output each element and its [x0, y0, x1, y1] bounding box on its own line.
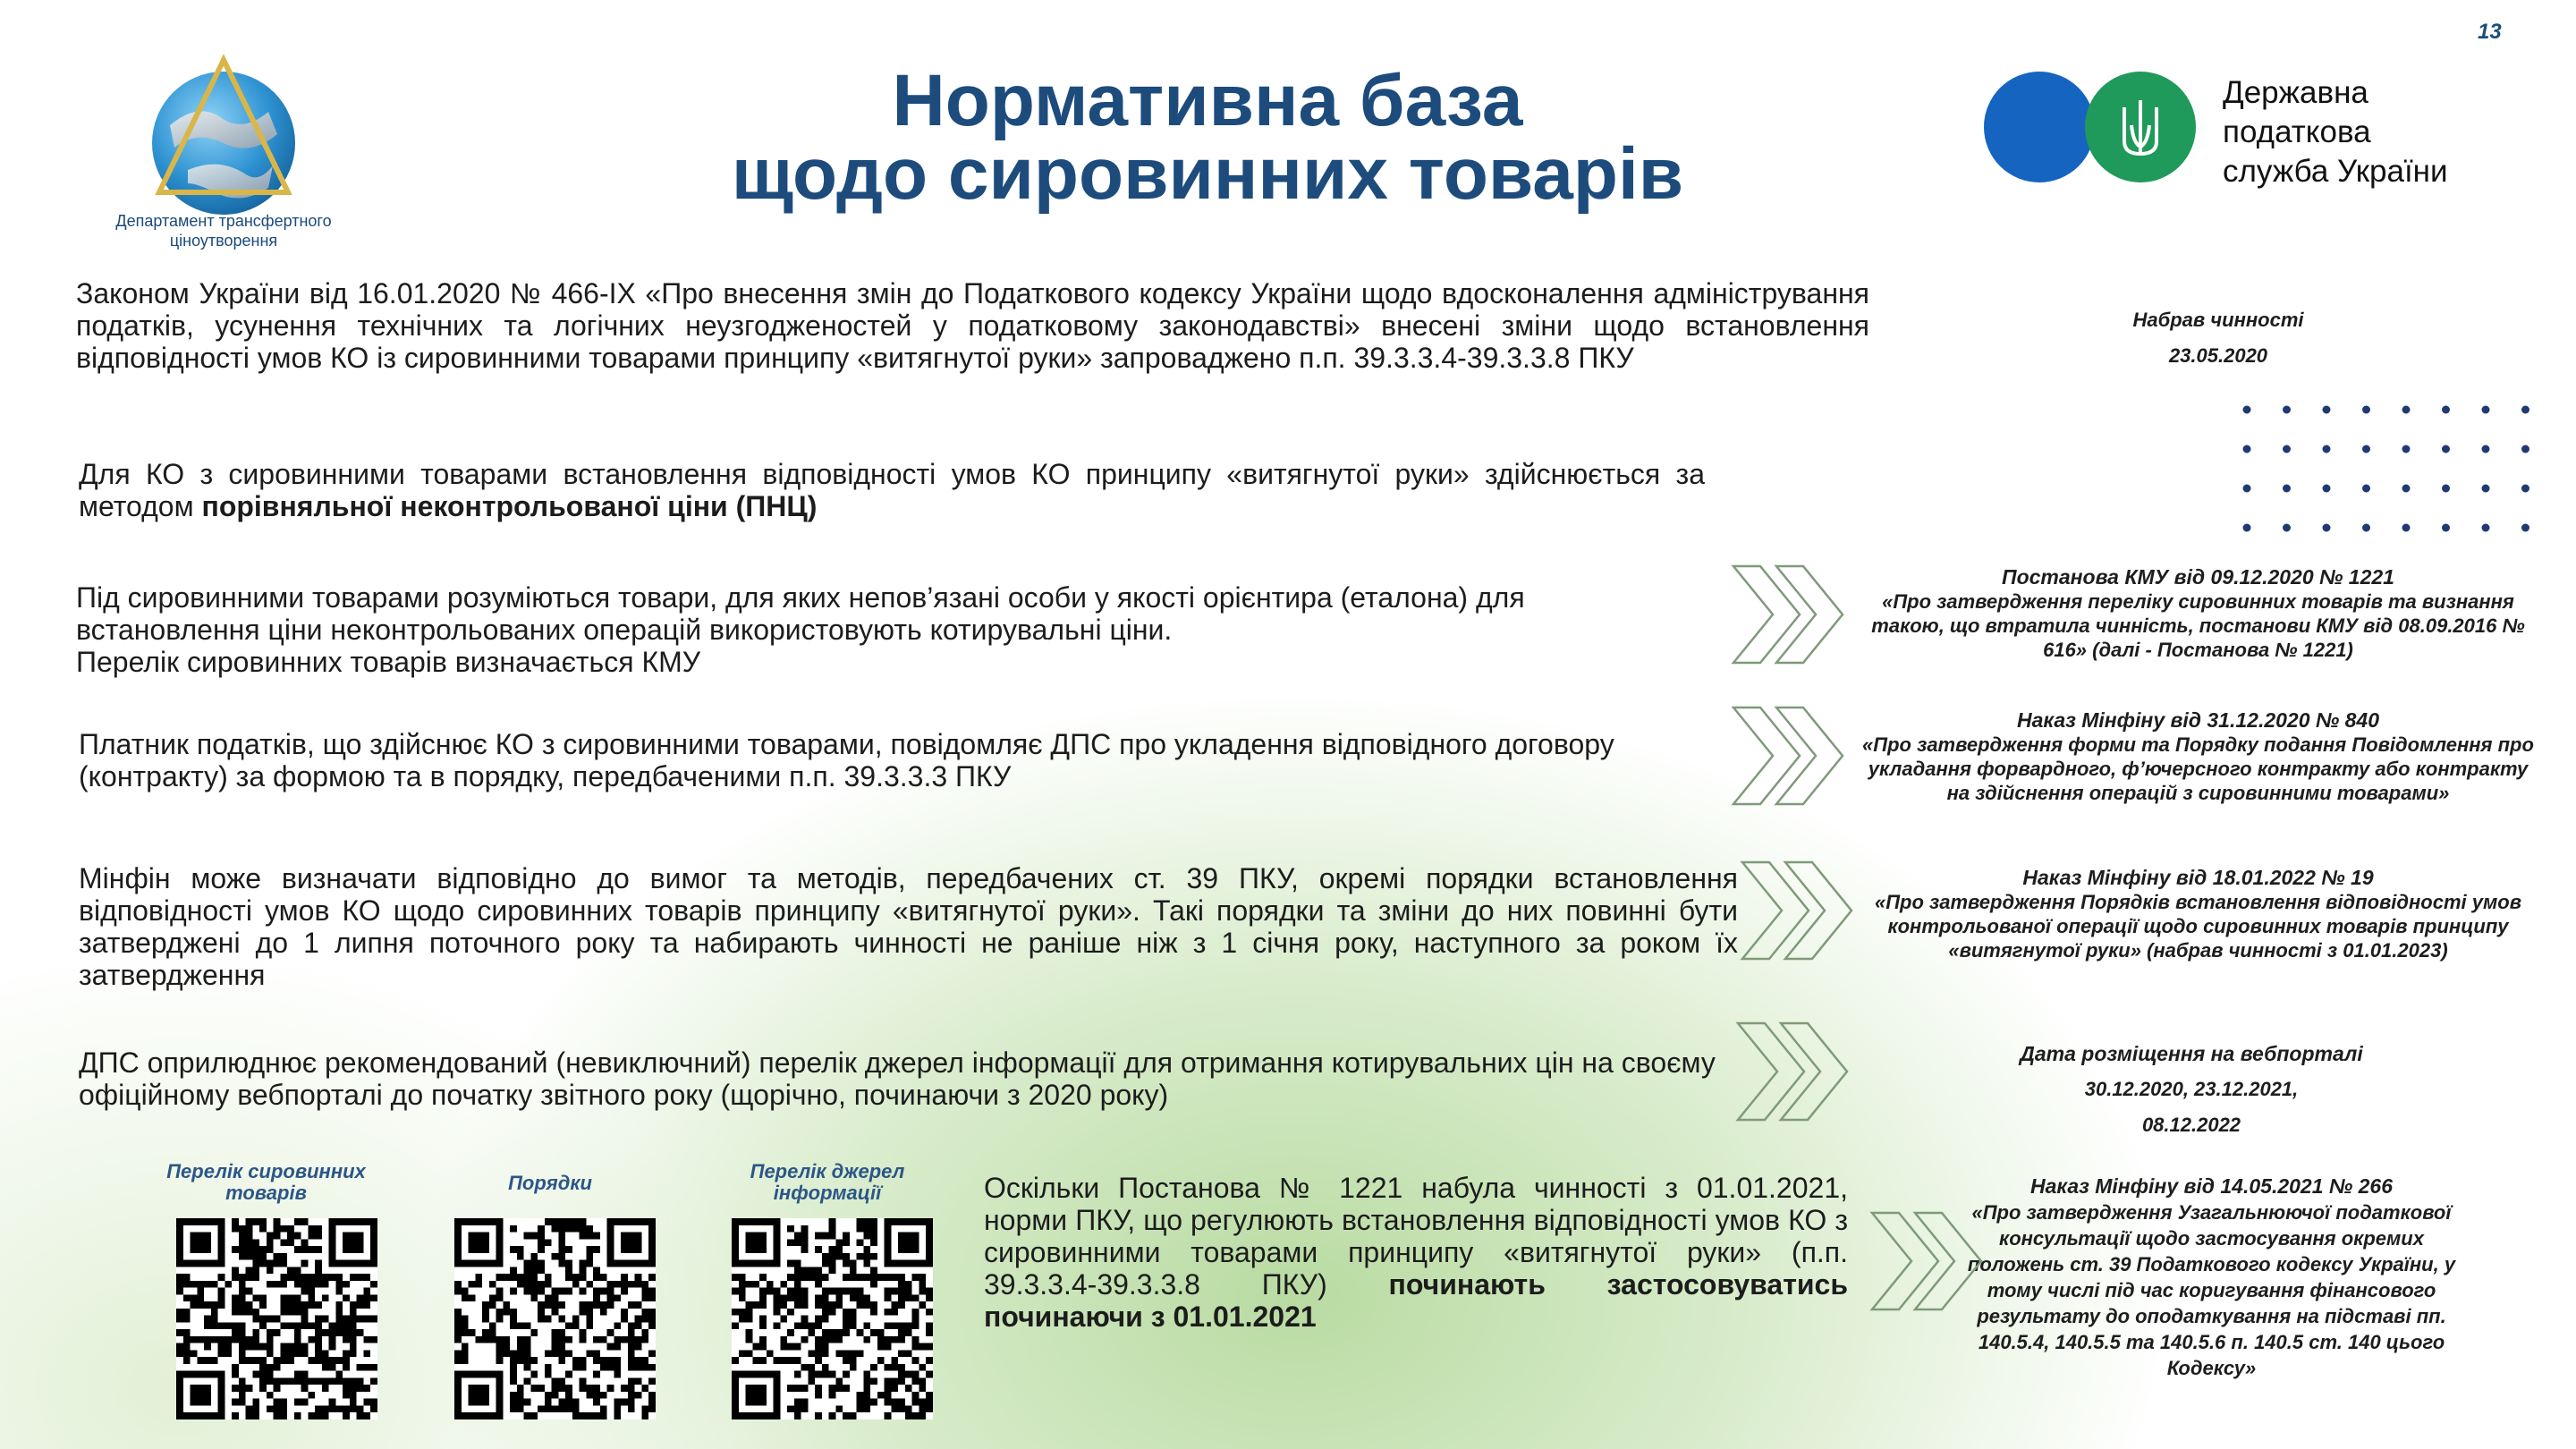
department-caption-line1: Департамент трансфертного	[115, 212, 332, 230]
department-caption-line2: ціноутворення	[169, 232, 278, 250]
qr-label-sources: Перелік джерел інформації	[750, 1160, 905, 1204]
tax-service-line1: Державна	[2223, 75, 2368, 110]
portal-dates-1: 30.12.2020, 23.12.2021,	[2084, 1078, 2299, 1100]
order-840-title: Наказ Мінфіну від 31.12.2020 № 840	[2016, 708, 2380, 732]
raw-goods-text1: Під сировинними товарами розуміються товари, для яких непов’язані особи у якості орієнтира (еталона) для встановлення ціни неконтрольованих операцій використовують котирувальні ціни.	[76, 581, 1525, 646]
tax-service-line2: податкова	[2223, 114, 2371, 149]
double-chevron-icon	[1865, 1208, 1990, 1315]
effective-label: Набрав чинності	[2132, 309, 2304, 331]
since-paragraph	[984, 1172, 1848, 1333]
qr-code-goods[interactable]	[176, 1218, 377, 1419]
department-caption	[85, 211, 362, 250]
dot-grid-decoration	[2236, 402, 2558, 546]
order-266-note	[1959, 1174, 2464, 1381]
since-bold: починають застосовуватись починаючи з 01.01.2021	[984, 1268, 1848, 1333]
kmu-note	[1860, 565, 2536, 662]
portal-label: Дата розміщення на вебпорталі	[2020, 1042, 2363, 1065]
qr-label-goods: Перелік сировинних товарів	[166, 1160, 366, 1204]
effective-date: 23.05.2020	[2168, 344, 2268, 367]
since-text: Оскільки Постанова № 1221 набула чинності з 01.01.2021, норми ПКУ, що регулюють встановлення відповідності умов КО з сировинними товарами принципу «витягнутої руки» (п.п. 39.3.3.4-39.3.3.8 ПКУ)	[984, 1172, 1848, 1301]
notify-paragraph: Платник податків, що здійснює КО з сировинними товарами, повідомляє ДПС про укладення відповідного договору (контракту) за формою та в порядку, передбаченими п.п. 39.3.3.3 ПКУ	[79, 728, 1614, 792]
dps-paragraph: ДПС оприлюднює рекомендований (невиключний) перелік джерел інформації для отримання котирувальних цін на своєму офіційному вебпорталі до початку звітного року (щорічно, починаючи з 2020 року)	[79, 1046, 1716, 1111]
method-bold: порівняльної неконтрольованої ціни (ПНЦ)	[201, 490, 818, 522]
department-logo	[134, 49, 313, 228]
title-line1: Нормативна база	[892, 60, 1523, 141]
title-line2: щодо сировинних товарів	[731, 133, 1684, 215]
page-title	[626, 60, 1789, 215]
double-chevron-icon	[1735, 857, 1860, 964]
effective-note	[2084, 302, 2352, 374]
portal-note	[1932, 1036, 2451, 1143]
order-19-note	[1843, 866, 2554, 962]
order-266-title: Наказ Мінфіну від 14.05.2021 № 266	[2029, 1174, 2394, 1198]
method-text: Для КО з сировинними товарами встановлення відповідності умов КО принципу «витягнутої руки» здійснюється за методом	[79, 458, 1705, 522]
law-paragraph: Законом України від 16.01.2020 № 466-IX «Про внесення змін до Податкового кодексу України щодо вдосконалення адміністрування податків, усунення технічних та логічних неузгодженостей у податковому законодавстві» внесені зміни щодо встановлення відповідності умов КО із сировинними товарами принципу «витягнутої руки» запроваджено п.п. 39.3.3.4-39.3.3.8 ПКУ	[76, 277, 1869, 374]
order-840-note	[1860, 708, 2536, 805]
qr-code-sources[interactable]	[732, 1218, 933, 1419]
method-paragraph	[79, 458, 1705, 522]
page-number: 13	[2478, 20, 2502, 44]
raw-goods-paragraph	[76, 581, 1704, 678]
order-19-title: Наказ Мінфіну від 18.01.2022 № 19	[2022, 866, 2374, 889]
tax-service-name	[2223, 73, 2448, 191]
order-266-text: «Про затвердження Узагальнюючої податкової консультації щодо застосування окремих положень ст. 39 Податкового кодексу України, у тому числі під час коригування фінансового результату до оподаткування на підставі пп. 140.5.4, 140.5.5 та 140.5.6 п. 140.5 ст. 140 цього Кодексу»	[1967, 1201, 2456, 1379]
raw-goods-text2: Перелік сировинних товарів визначається КМУ	[76, 646, 701, 678]
double-chevron-icon	[1726, 561, 1852, 668]
order-19-text: «Про затвердження Порядків встановлення відповідності умов контрольованої операції щодо сировинних товарів принципу «витягнутої руки» (набрав чинності з 01.01.2023)	[1874, 891, 2521, 962]
kmu-note-title: Постанова КМУ від 09.12.2020 № 1221	[2002, 565, 2394, 589]
tax-service-line3: служба України	[2223, 154, 2448, 189]
order-840-text: «Про затвердження форми та Порядку подання Повідомлення про укладання форвардного, ф’ючерсного контракту або контракту на здійснення операцій з сировинними товарами»	[1862, 733, 2534, 804]
double-chevron-icon	[1731, 1018, 1856, 1125]
double-chevron-icon	[1726, 702, 1852, 809]
minfin-paragraph: Мінфін може визначати відповідно до вимог та методів, передбачених ст. 39 ПКУ, окремі порядки встановлення відповідності умов КО щодо сировинних товарів принципу «витягнутої руки». Такі порядки та зміни до них повинні бути затверджені до 1 липня поточного року та набирають чинності не раніше ніж з 1 січня року, наступного за роком їх затвердження	[79, 862, 1738, 991]
portal-dates-2: 08.12.2022	[2141, 1114, 2241, 1136]
tax-service-logo	[1972, 72, 2200, 183]
qr-label-procedures: Порядки	[508, 1172, 592, 1194]
kmu-note-text: «Про затвердження переліку сировинних товарів та визнання такою, що втратила чинність, постанови КМУ від 08.09.2016 № 616» (далі - Постанова № 1221)	[1871, 590, 2525, 661]
qr-code-procedures[interactable]	[454, 1218, 656, 1419]
